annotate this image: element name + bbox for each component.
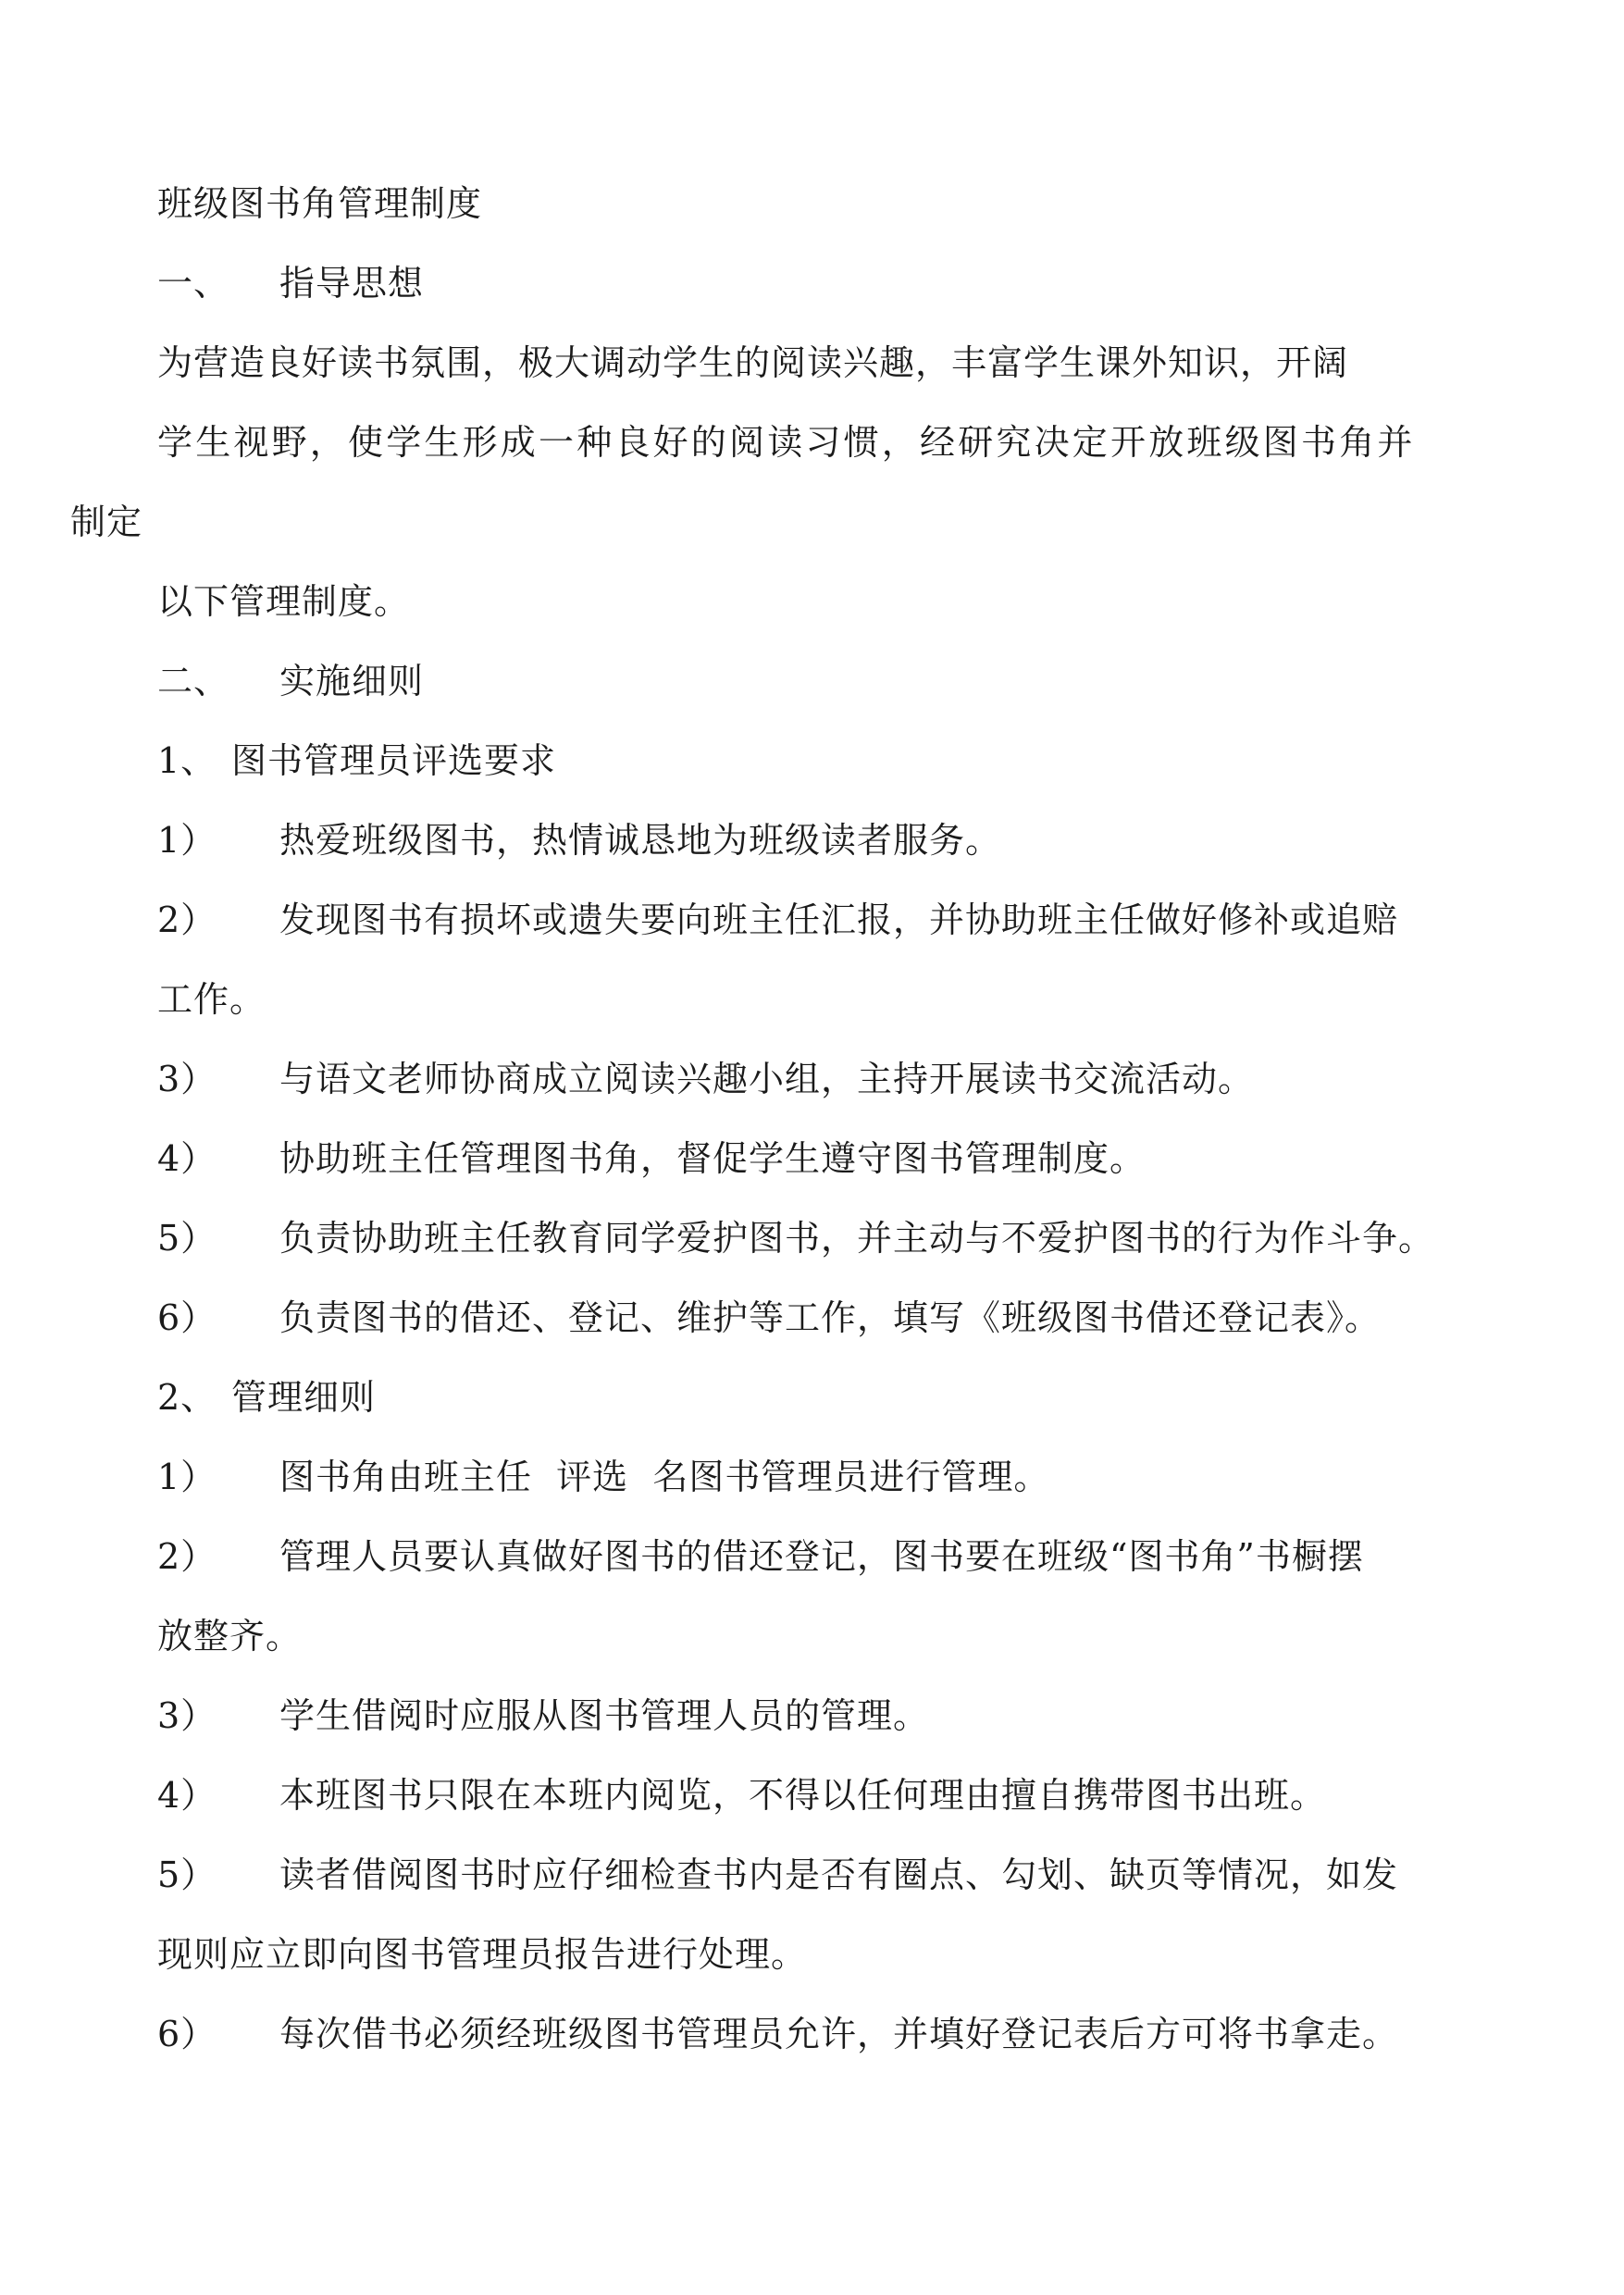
- part-title: 图书管理员评选要求: [231, 740, 557, 781]
- section-heading-1: [157, 261, 424, 305]
- item-number: 5）: [157, 1218, 217, 1259]
- item-text: 负责图书的借还、登记、维护等工作，填写《班级图书借还登记表》。: [279, 1297, 1382, 1338]
- list-item: [157, 1534, 1364, 1579]
- list-item: [157, 1057, 1254, 1101]
- list-item: [157, 2012, 1398, 2056]
- list-item: [157, 1136, 1146, 1181]
- item-text: 发现图书有损坏或遗失要向班主任汇报，并协助班主任做好修补或追赔: [279, 899, 1399, 940]
- intro-line-1: 为营造良好读书氛围，极大调动学生的阅读兴趣，丰富学生课外知识，开阔: [157, 342, 1349, 383]
- list-item: [157, 1773, 1326, 1817]
- item-number: 6）: [157, 1297, 217, 1338]
- section-number: 二、: [157, 661, 230, 701]
- item-text: 热爱班级图书，热情诚恳地为班级读者服务。: [279, 820, 1002, 861]
- intro-line-2: 学生视野，使学生形成一种良好的阅读习惯，经研究决定开放班级图书角并: [157, 422, 1416, 463]
- list-item: [157, 898, 1398, 942]
- part-heading-2: [157, 1375, 376, 1420]
- item-number: 3）: [157, 1695, 217, 1736]
- list-item-continuation: 现则应立即向图书管理员报告进行处理。: [157, 1934, 808, 1975]
- section-number: 一、: [157, 263, 230, 304]
- item-text: 协助班主任管理图书角，督促学生遵守图书管理制度。: [279, 1138, 1147, 1179]
- item-text: 图书角由班主任 评选 名图书管理员进行管理。: [279, 1457, 1050, 1497]
- item-number: 2）: [157, 1536, 217, 1577]
- item-number: 1）: [157, 820, 217, 861]
- list-item-continuation: 放整齐。: [157, 1616, 303, 1656]
- section-title: 实施细则: [279, 661, 425, 701]
- list-item: [157, 1853, 1398, 1897]
- list-item: [157, 1296, 1381, 1340]
- item-number: 4）: [157, 1775, 217, 1816]
- part-heading-1: [157, 738, 556, 783]
- item-number: 6）: [157, 2014, 217, 2054]
- item-text: 学生借阅时应服从图书管理人员的管理。: [279, 1695, 930, 1736]
- item-number: 4）: [157, 1138, 217, 1179]
- list-item: [157, 818, 1001, 862]
- item-text: 每次借书必须经班级图书管理员允许，并填好登记表后方可将书拿走。: [279, 2014, 1399, 2054]
- item-text: 与语文老师协商成立阅读兴趣小组，主持开展读书交流活动。: [279, 1059, 1255, 1099]
- item-number: 3）: [157, 1059, 217, 1099]
- item-number: 5）: [157, 1855, 217, 1895]
- item-number: 1）: [157, 1457, 217, 1497]
- intro-line-4: 以下管理制度。: [157, 581, 411, 622]
- part-number: 2、: [157, 1377, 217, 1418]
- document-title: 班级图书角管理制度: [157, 183, 483, 224]
- intro-line-3: 制定: [70, 502, 143, 542]
- list-item: [157, 1216, 1434, 1260]
- list-item-continuation: 工作。: [157, 979, 267, 1020]
- part-number: 1、: [157, 740, 217, 781]
- item-text: 管理人员要认真做好图书的借还登记，图书要在班级“图书角”书橱摆: [279, 1536, 1364, 1577]
- part-title: 管理细则: [231, 1377, 377, 1418]
- list-item: [157, 1455, 1049, 1499]
- section-heading-2: [157, 659, 424, 703]
- item-number: 2）: [157, 899, 217, 940]
- list-item: [157, 1693, 929, 1738]
- section-title: 指导思想: [279, 263, 425, 304]
- item-text: 读者借阅图书时应仔细检查书内是否有圈点、勾划、缺页等情况，如发: [279, 1855, 1399, 1895]
- item-text: 负责协助班主任教育同学爱护图书，并主动与不爱护图书的行为作斗争。: [279, 1218, 1435, 1259]
- item-text: 本班图书只限在本班内阅览，不得以任何理由擅自携带图书出班。: [279, 1775, 1327, 1816]
